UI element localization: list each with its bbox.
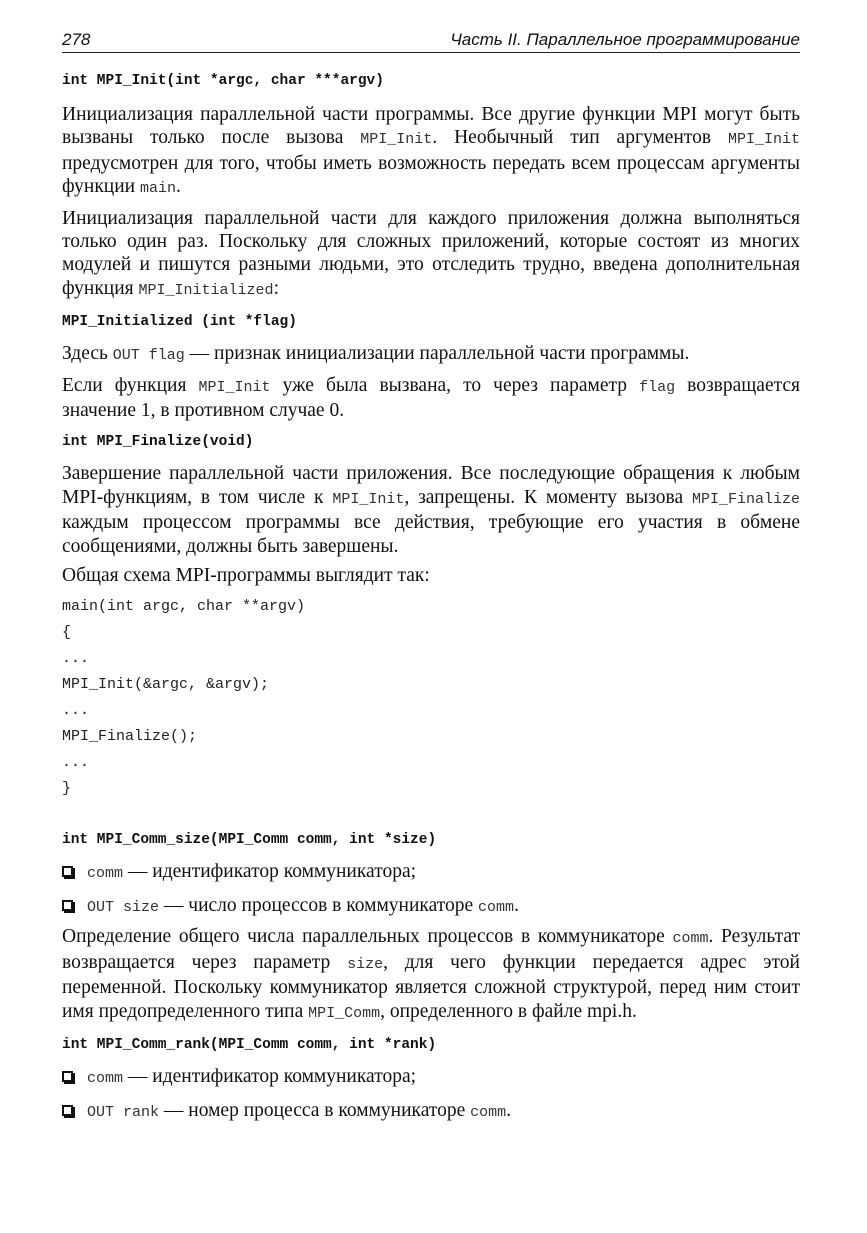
scheme-intro: Общая схема MPI-программы выглядит так: bbox=[62, 565, 430, 587]
book-page bbox=[62, 26, 800, 1125]
list-item: OUT rank — номер процесса в коммуникаторе comm. bbox=[62, 1099, 800, 1124]
list-item: comm — идентификатор коммуникатора; bbox=[62, 860, 800, 885]
init-paragraph-2: Инициализация параллельной части для каждого приложения должна выполняться только один раз. Поскольку для сложных приложений, которые состоят из многих модулей и пишутся разными людьми, это отследить трудно, введена дополнительная функция MPI_Initialized: bbox=[62, 207, 800, 299]
code-mpi-init: MPI_Init bbox=[332, 490, 405, 508]
mpi-comm-rank-signature: int MPI_Comm_rank(MPI_Comm comm, int *rank) bbox=[62, 1036, 437, 1053]
code-size: size bbox=[347, 955, 384, 973]
code-main: main bbox=[140, 180, 177, 198]
code-listing bbox=[62, 594, 800, 802]
mpi-finalize-signature: int MPI_Finalize(void) bbox=[62, 434, 254, 451]
code-comm: comm bbox=[672, 930, 709, 948]
code-line: ... bbox=[62, 649, 90, 667]
checkbox-bullet-icon bbox=[62, 1071, 73, 1082]
code-flag: flag bbox=[639, 378, 676, 396]
page-number: 278 bbox=[62, 30, 91, 49]
code-comm: comm bbox=[478, 898, 515, 916]
mpi-initialized-signature: MPI_Initialized (int *flag) bbox=[62, 314, 297, 331]
code-line: ... bbox=[62, 701, 90, 719]
code-mpi-init: MPI_Init bbox=[198, 378, 271, 396]
checkbox-bullet-icon bbox=[62, 1105, 73, 1116]
initialized-paragraph-2: Если функция MPI_Init уже была вызвана, то через параметр flag возвращается значение 1, в противном случае 0. bbox=[62, 374, 800, 422]
list-item: OUT size — число процессов в коммуникаторе comm. bbox=[62, 894, 800, 919]
comm-size-paragraph: Определение общего числа параллельных процессов в коммуникаторе comm. Результат возвращается через параметр size, для чего функции передается адрес этой переменной. Поскольку коммуникатор является сложной структурой, перед ним стоит имя предопределенного типа MPI_Comm, определенного в файле mpi.h. bbox=[62, 926, 800, 1022]
code-comm: comm bbox=[470, 1104, 507, 1122]
code-mpi-finalize: MPI_Finalize bbox=[691, 490, 801, 508]
checkbox-bullet-icon bbox=[62, 866, 73, 877]
code-comm: comm bbox=[87, 1069, 124, 1087]
mpi-comm-size-signature: int MPI_Comm_size(MPI_Comm comm, int *size) bbox=[62, 831, 437, 848]
code-out-size: OUT size bbox=[87, 898, 160, 916]
code-mpi-init: MPI_Init bbox=[727, 131, 800, 149]
code-line: } bbox=[62, 779, 72, 797]
code-line: MPI_Finalize(); bbox=[62, 727, 198, 745]
mpi-init-signature: int MPI_Init(int *argc, char ***argv) bbox=[62, 73, 384, 89]
running-header bbox=[62, 26, 800, 53]
code-line: { bbox=[62, 623, 72, 641]
code-comm: comm bbox=[87, 864, 124, 882]
running-title: Часть II. Параллельное программирование bbox=[450, 30, 800, 49]
code-mpi-init: MPI_Init bbox=[360, 131, 433, 149]
list-item: comm — идентификатор коммуникатора; bbox=[62, 1065, 800, 1090]
code-mpi-initialized: MPI_Initialized bbox=[138, 281, 274, 299]
code-line: MPI_Init(&argc, &argv); bbox=[62, 675, 270, 693]
init-paragraph-1: Инициализация параллельной части программы. Все другие функции MPI могут быть вызваны только после вызова MPI_Init. Необычный тип аргументов MPI_Init предусмотрен для того, чтобы иметь возможность передать всем процессам аргументы функции main. bbox=[62, 104, 800, 198]
checkbox-bullet-icon bbox=[62, 900, 73, 911]
code-line: main(int argc, char **argv) bbox=[62, 597, 306, 615]
finalize-paragraph: Завершение параллельной части приложения. Все последующие обращения к любым MPI-функциям, в том числе к MPI_Init, запрещены. К моменту вызова MPI_Finalize каждым процессом программы все действия, требующие его участия в обмене сообщениями, должны быть завершены. bbox=[62, 463, 801, 557]
code-line: ... bbox=[62, 753, 90, 771]
code-out-rank: OUT rank bbox=[87, 1104, 160, 1122]
code-mpi-comm: MPI_Comm bbox=[308, 1004, 381, 1022]
code-out-flag: OUT flag bbox=[112, 347, 185, 365]
initialized-paragraph-1: Здесь OUT flag — признак инициализации параллельной части программы. bbox=[62, 343, 690, 365]
